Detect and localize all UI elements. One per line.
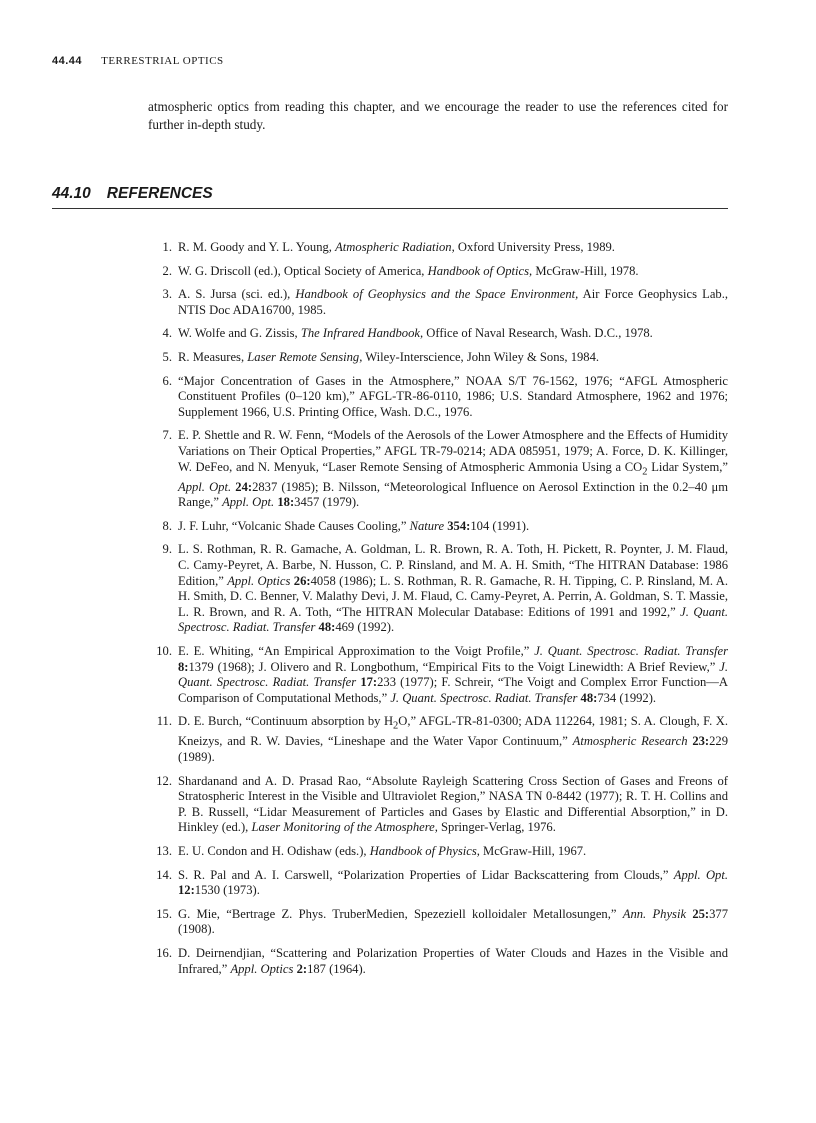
- reference-text: L. S. Rothman, R. R. Gamache, A. Goldman, L. R. Brown, R. A. Toth, H. Pickett, R. Poynter, J. M. Flaud, C. Camy-Peyret, A. Barbe, N. Husson, C. P. Rinsland, and M. A. H. Smith, “The HITRAN Database: 1986 Edition,” Appl. Optics 26:4058 (1986); L. S. Rothman, R. R. Gamache, R. H. Tipping, C. P. Rinsland, M. A. H. Smith, D. C. Benner, V. Malathy Devi, J. M. Flaud, C. Camy-Peyret, A. Perrin, A. Goldman, S. T. Massie, L. R. Brown, and R. A. Toth, “The HITRAN Molecular Database: Editions of 1991 and 1992,” J. Quant. Spectrosc. Radiat. Transfer 48:469 (1992).: [178, 542, 728, 635]
- reference-number: 5.: [162, 349, 172, 364]
- reference-item: [150, 907, 728, 938]
- reference-text: “Major Concentration of Gases in the Atmosphere,” NOAA S/T 76-1562, 1976; “AFGL Atmospheric Constituent Profiles (0–120 km),” AFGL-TR-86-0110, 1986; U.S. Standard Atmosphere, 1962 and 1976; Supplement 1966, U.S. Printing Office, Wash. D.C., 1976.: [178, 373, 728, 419]
- reference-item: [150, 326, 728, 342]
- reference-number: 6.: [162, 373, 172, 388]
- reference-item: [150, 374, 728, 421]
- reference-item: [150, 542, 728, 636]
- reference-text: E. U. Condon and H. Odishaw (eds.), Handbook of Physics, McGraw-Hill, 1967.: [178, 844, 587, 859]
- running-head: [52, 55, 224, 67]
- reference-number: 3.: [162, 287, 172, 302]
- reference-number: 11.: [156, 714, 172, 729]
- reference-item: [150, 287, 728, 318]
- reference-text: D. E. Burch, “Continuum absorption by $H_2O$,” AFGL-TR-81-0300; ADA 112264, 1981; S. A. Clough, F. X. Kneizys, and R. W. Davies, “Lineshape and the Water Vapor Continuum,” Atmospheric Research 23:229 (1989).: [178, 714, 729, 765]
- reference-text: R. M. Goody and Y. L. Young, Atmospheric Radiation, Oxford University Press, 1989.: [178, 240, 615, 254]
- reference-item: [150, 714, 728, 765]
- reference-text: S. R. Pal and A. I. Carswell, “Polarization Properties of Lidar Backscattering from Clouds,” Appl. Opt. 12:1530 (1973).: [178, 867, 729, 898]
- reference-number: 9.: [162, 542, 172, 557]
- reference-item: [150, 264, 728, 280]
- reference-number: 2.: [162, 263, 172, 278]
- reference-text: D. Deirnendjian, “Scattering and Polarization Properties of Water Clouds and Hazes in the Visible and Infrared,” Appl. Optics 2:187 (1964).: [178, 946, 728, 976]
- reference-number: 15.: [156, 906, 172, 921]
- reference-number: 14.: [156, 867, 172, 882]
- reference-text: R. Measures, Laser Remote Sensing, Wiley-Interscience, John Wiley & Sons, 1984.: [178, 349, 600, 364]
- reference-number: 16.: [156, 946, 172, 960]
- intro-paragraph: atmospheric optics from reading this chapter, and we encourage the reader to use the references cited for further in-depth study.: [148, 99, 728, 132]
- reference-item: [150, 519, 728, 535]
- reference-text: W. G. Driscoll (ed.), Optical Society of America, Handbook of Optics, McGraw-Hill, 1978.: [178, 263, 639, 278]
- reference-item: [150, 644, 728, 706]
- reference-number: 4.: [162, 326, 172, 341]
- reference-item: [150, 844, 728, 860]
- reference-item: [150, 350, 728, 366]
- reference-number: 8.: [162, 518, 172, 533]
- reference-number: 12.: [156, 773, 172, 788]
- reference-text: E. E. Whiting, “An Empirical Approximation to the Voigt Profile,” J. Quant. Spectrosc. Radiat. Transfer 8:1379 (1968); J. Olivero and R. Longbothum, “Empirical Fits to the Voigt Linewidth: A Brief Review,” J. Quant. Spectrosc. Radiat. Transfer 17:233 (1977); F. Schreir, “The Voigt and Complex Error Function—A Comparison of Computational Methods,” J. Quant. Spectrosc. Radiat. Transfer 48:734 (1992).: [178, 643, 728, 705]
- reference-item: [150, 946, 728, 977]
- reference-number: 7.: [162, 428, 172, 443]
- section-number: 44.10: [52, 185, 91, 202]
- reference-number: 10.: [156, 643, 172, 658]
- reference-text: G. Mie, “Bertrage Z. Phys. TruberMedien, Spezeziell kolloidaler Metallosungen,” Ann. Physik 25:377 (1908).: [178, 906, 729, 937]
- reference-text: J. F. Luhr, “Volcanic Shade Causes Cooling,” Nature 354:104 (1991).: [178, 518, 530, 533]
- reference-text: W. Wolfe and G. Zissis, The Infrared Handbook, Office of Naval Research, Wash. D.C., 1978.: [178, 326, 653, 341]
- reference-text: E. P. Shettle and R. W. Fenn, “Models of the Aerosols of the Lower Atmosphere and the Effects of Humidity Variations on Their Optical Properties,” AFGL TR-79-0214; ADA 085951, 1979; A. Force, D. K. Killinger, W. DeFeo, and N. Menyuk, “Laser Remote Sensing of Atmospheric Ammonia Using a $CO_2$ Lidar System,” Appl. Opt. 24:2837 (1985); B. Nilsson, “Meteorological Influence on Aerosol Extinction in the 0.2–40 μm Range,” Appl. Opt. 18:3457 (1979).: [178, 428, 729, 510]
- reference-number: 1.: [162, 240, 172, 254]
- reference-item: [150, 240, 728, 256]
- reference-item: [150, 428, 728, 510]
- section-title: REFERENCES: [106, 185, 213, 202]
- reference-text: A. S. Jursa (sci. ed.), Handbook of Geophysics and the Space Environment, Air Force Geophysics Lab., NTIS Doc ADA16700, 1985.: [178, 287, 729, 317]
- reference-item: [150, 868, 728, 899]
- reference-number: 13.: [156, 844, 172, 859]
- reference-item: [150, 774, 728, 836]
- section-heading: [52, 185, 728, 209]
- chapter-title: TERRESTRIAL OPTICS: [101, 55, 224, 67]
- reference-list: [150, 240, 728, 985]
- page-number: 44.44: [52, 55, 83, 67]
- reference-text: Shardanand and A. D. Prasad Rao, “Absolute Rayleigh Scattering Cross Section of Gases and Freons of Stratospheric Interest in the Visible and Ultraviolet Region,” NASA TN 0-8442 (1977); R. T. H. Collins and P. B. Russell, “Lidar Measurement of Particles and Gases by Elastic and Differential Absorption,” in D. Hinkley (ed.), Laser Monitoring of the Atmosphere, Springer-Verlag, 1976.: [178, 773, 728, 835]
